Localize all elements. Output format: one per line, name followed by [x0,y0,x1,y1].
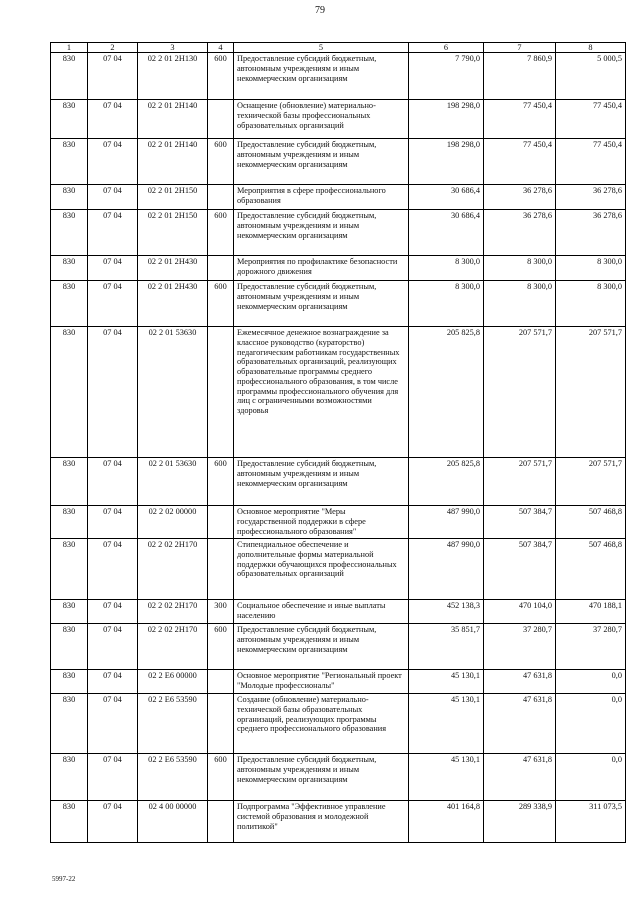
ministry-code-cell: 830 [51,100,88,139]
description-cell: Предоставление субсидий бюджетным, автономным учреждениям и иным некоммерческим организациям [234,139,409,185]
header-cell: 2 [88,43,138,53]
expense-type-cell [208,801,234,843]
target-article-cell: 02 2 01 2Н150 [138,210,208,256]
amount-cell: 8 300,0 [556,256,626,281]
amount-cell: 507 468,8 [556,539,626,600]
target-article-cell: 02 2 01 2Н150 [138,185,208,210]
expense-type-cell [208,506,234,539]
amount-cell: 77 450,4 [484,100,556,139]
expense-type-cell [208,670,234,694]
description-cell: Ежемесячное денежное вознаграждение за классное руководство (кураторство) педагогическим работникам государственных образовательных организаций, реализующих образовательные программы среднего профессионального образования, в том числе программы профессионального обучения для лиц с ограниченными возможностями здоровья [234,327,409,458]
amount-cell: 487 990,0 [409,506,484,539]
target-article-cell: 02 2 01 2Н430 [138,256,208,281]
ministry-code-cell: 830 [51,506,88,539]
amount-cell: 207 571,7 [556,458,626,506]
header-cell: 1 [51,43,88,53]
section-code-cell: 07 04 [88,210,138,256]
header-cell: 4 [208,43,234,53]
table-row [51,185,626,210]
amount-cell: 452 138,3 [409,600,484,624]
amount-cell: 36 278,6 [484,210,556,256]
ministry-code-cell: 830 [51,539,88,600]
expense-type-cell: 600 [208,624,234,670]
ministry-code-cell: 830 [51,801,88,843]
section-code-cell: 07 04 [88,600,138,624]
description-cell: Предоставление субсидий бюджетным, автономным учреждениям и иным некоммерческим организациям [234,281,409,327]
target-article-cell: 02 2 01 2Н140 [138,139,208,185]
ministry-code-cell: 830 [51,600,88,624]
amount-cell: 77 450,4 [556,100,626,139]
amount-cell: 35 851,7 [409,624,484,670]
amount-cell: 207 571,7 [484,327,556,458]
section-code-cell: 07 04 [88,139,138,185]
target-article-cell: 02 2 01 2Н430 [138,281,208,327]
amount-cell: 36 278,6 [484,185,556,210]
description-cell: Предоставление субсидий бюджетным, автономным учреждениям и иным некоммерческим организациям [234,210,409,256]
description-cell: Предоставление субсидий бюджетным, автономным учреждениям и иным некоммерческим организациям [234,458,409,506]
amount-cell: 0,0 [556,670,626,694]
description-cell: Подпрограмма "Эффективное управление системой образования и молодежной политикой" [234,801,409,843]
table-row [51,539,626,600]
expense-type-cell: 600 [208,458,234,506]
amount-cell: 7 790,0 [409,53,484,100]
amount-cell: 37 280,7 [556,624,626,670]
amount-cell: 470 104,0 [484,600,556,624]
amount-cell: 507 384,7 [484,506,556,539]
amount-cell: 207 571,7 [556,327,626,458]
expense-type-cell: 600 [208,210,234,256]
target-article-cell: 02 2 01 53630 [138,327,208,458]
target-article-cell: 02 2 Е6 00000 [138,670,208,694]
table-row [51,670,626,694]
amount-cell: 8 300,0 [484,281,556,327]
amount-cell: 45 130,1 [409,754,484,801]
section-code-cell: 07 04 [88,256,138,281]
amount-cell: 507 468,8 [556,506,626,539]
description-cell: Создание (обновление) материально-технической базы образовательных организаций, реализующих программы среднего профессионального образования [234,694,409,754]
ministry-code-cell: 830 [51,53,88,100]
section-code-cell: 07 04 [88,506,138,539]
target-article-cell: 02 4 00 00000 [138,801,208,843]
description-cell: Оснащение (обновление) материально-технической базы профессиональных образовательных организаций [234,100,409,139]
amount-cell: 311 073,5 [556,801,626,843]
ministry-code-cell: 830 [51,139,88,185]
ministry-code-cell: 830 [51,256,88,281]
amount-cell: 205 825,8 [409,327,484,458]
amount-cell: 30 686,4 [409,210,484,256]
description-cell: Основное мероприятие "Меры государственной поддержки в сфере профессионального образования" [234,506,409,539]
section-code-cell: 07 04 [88,185,138,210]
ministry-code-cell: 830 [51,694,88,754]
amount-cell: 77 450,4 [556,139,626,185]
table-row [51,600,626,624]
target-article-cell: 02 2 Е6 53590 [138,754,208,801]
header-cell: 5 [234,43,409,53]
amount-cell: 7 860,9 [484,53,556,100]
header-cell: 7 [484,43,556,53]
expense-type-cell [208,100,234,139]
header-cell: 8 [556,43,626,53]
amount-cell: 47 631,8 [484,694,556,754]
description-cell: Предоставление субсидий бюджетным, автономным учреждениям и иным некоммерческим организациям [234,624,409,670]
table-row [51,256,626,281]
amount-cell: 8 300,0 [484,256,556,281]
amount-cell: 401 164,8 [409,801,484,843]
amount-cell: 8 300,0 [556,281,626,327]
expense-type-cell [208,539,234,600]
section-code-cell: 07 04 [88,539,138,600]
section-code-cell: 07 04 [88,53,138,100]
amount-cell: 5 000,5 [556,53,626,100]
amount-cell: 207 571,7 [484,458,556,506]
ministry-code-cell: 830 [51,458,88,506]
target-article-cell: 02 2 02 00000 [138,506,208,539]
expense-type-cell [208,694,234,754]
table-row [51,100,626,139]
table-row [51,458,626,506]
target-article-cell: 02 2 Е6 53590 [138,694,208,754]
amount-cell: 30 686,4 [409,185,484,210]
section-code-cell: 07 04 [88,670,138,694]
target-article-cell: 02 2 02 2Н170 [138,600,208,624]
ministry-code-cell: 830 [51,210,88,256]
table-row [51,754,626,801]
table-row [51,281,626,327]
amount-cell: 47 631,8 [484,754,556,801]
description-cell: Мероприятия в сфере профессионального образования [234,185,409,210]
section-code-cell: 07 04 [88,754,138,801]
expense-type-cell: 300 [208,600,234,624]
section-code-cell: 07 04 [88,458,138,506]
description-cell: Предоставление субсидий бюджетным, автономным учреждениям и иным некоммерческим организациям [234,53,409,100]
ministry-code-cell: 830 [51,281,88,327]
section-code-cell: 07 04 [88,801,138,843]
description-cell: Стипендиальное обеспечение и дополнительные формы материальной поддержки обучающихся профессиональных образовательных организаций [234,539,409,600]
page-number: 79 [315,5,325,16]
expense-type-cell: 600 [208,281,234,327]
table-row [51,210,626,256]
ministry-code-cell: 830 [51,670,88,694]
table-row [51,327,626,458]
amount-cell: 198 298,0 [409,139,484,185]
ministry-code-cell: 830 [51,185,88,210]
amount-cell: 0,0 [556,694,626,754]
amount-cell: 8 300,0 [409,281,484,327]
amount-cell: 8 300,0 [409,256,484,281]
section-code-cell: 07 04 [88,694,138,754]
table-row [51,624,626,670]
target-article-cell: 02 2 01 2Н130 [138,53,208,100]
amount-cell: 37 280,7 [484,624,556,670]
table-row [51,506,626,539]
expense-type-cell: 600 [208,53,234,100]
table-header-row [51,43,626,53]
amount-cell: 507 384,7 [484,539,556,600]
expense-type-cell [208,256,234,281]
amount-cell: 0,0 [556,754,626,801]
amount-cell: 45 130,1 [409,694,484,754]
amount-cell: 470 188,1 [556,600,626,624]
amount-cell: 205 825,8 [409,458,484,506]
amount-cell: 36 278,6 [556,210,626,256]
amount-cell: 47 631,8 [484,670,556,694]
expense-type-cell: 600 [208,139,234,185]
description-cell: Социальное обеспечение и иные выплаты населению [234,600,409,624]
target-article-cell: 02 2 02 2Н170 [138,624,208,670]
table-row [51,694,626,754]
target-article-cell: 02 2 01 53630 [138,458,208,506]
section-code-cell: 07 04 [88,327,138,458]
amount-cell: 36 278,6 [556,185,626,210]
amount-cell: 487 990,0 [409,539,484,600]
description-cell: Основное мероприятие "Региональный проект "Молодые профессионалы" [234,670,409,694]
description-cell: Мероприятия по профилактике безопасности дорожного движения [234,256,409,281]
section-code-cell: 07 04 [88,100,138,139]
amount-cell: 198 298,0 [409,100,484,139]
description-cell: Предоставление субсидий бюджетным, автономным учреждениям и иным некоммерческим организациям [234,754,409,801]
section-code-cell: 07 04 [88,281,138,327]
amount-cell: 77 450,4 [484,139,556,185]
expense-type-cell [208,185,234,210]
budget-table [50,42,626,843]
target-article-cell: 02 2 01 2Н140 [138,100,208,139]
ministry-code-cell: 830 [51,327,88,458]
target-article-cell: 02 2 02 2Н170 [138,539,208,600]
expense-type-cell [208,327,234,458]
expense-type-cell: 600 [208,754,234,801]
section-code-cell: 07 04 [88,624,138,670]
header-cell: 3 [138,43,208,53]
amount-cell: 289 338,9 [484,801,556,843]
table-row [51,801,626,843]
ministry-code-cell: 830 [51,754,88,801]
table-row [51,53,626,100]
ministry-code-cell: 830 [51,624,88,670]
amount-cell: 45 130,1 [409,670,484,694]
document-footer-code: 5997-22 [52,875,76,883]
header-cell: 6 [409,43,484,53]
table-row [51,139,626,185]
